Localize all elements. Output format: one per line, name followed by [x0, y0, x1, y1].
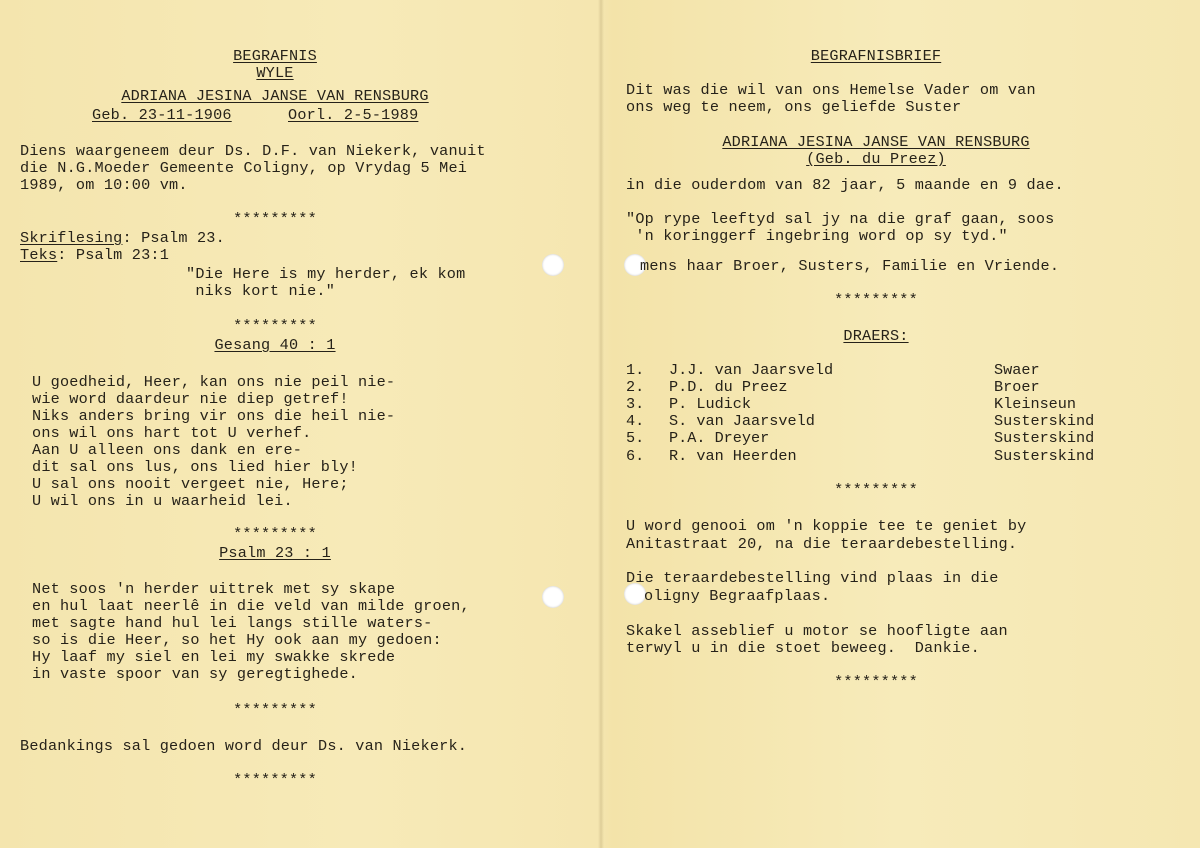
- bearer-number: 6.: [626, 447, 645, 465]
- psalm-line: en hul laat neerlê in die veld van milde groen,: [32, 597, 470, 615]
- bearer-relation: Kleinseun: [994, 395, 1077, 413]
- bearer-name: R. van Heerden: [669, 447, 797, 465]
- separator: *********: [834, 481, 918, 499]
- separator: *********: [834, 673, 918, 691]
- hymn-line: U sal ons nooit vergeet nie, Here;: [32, 475, 349, 493]
- reading-line: [20, 230, 225, 247]
- thanks-line: Bedankings sal gedoen word deur Ds. van Niekerk.: [20, 737, 468, 755]
- reading-value: : Psalm 23.: [122, 229, 225, 247]
- birth-date: Geb. 23-11-1906: [92, 106, 232, 124]
- bearer-number: 3.: [626, 395, 645, 413]
- service-line: Diens waargeneem deur Ds. D.F. van Niekerk, vanuit: [20, 142, 486, 160]
- burial-line: oligny Begraafplaas.: [644, 587, 831, 605]
- bearers-title: DRAERS:: [843, 327, 909, 345]
- quote-line: "Die Here is my herder, ek kom: [186, 265, 466, 283]
- separator: *********: [233, 771, 317, 789]
- hymn-line: U wil ons in u waarheid lei.: [32, 492, 293, 510]
- lights-line: Skakel asseblief u motor se hoofligte aan: [626, 622, 1008, 640]
- verse-line: "Op rype leeftyd sal jy na die graf gaan, soos: [626, 210, 1055, 228]
- intro-line: Dit was die wil van ons Hemelse Vader om van: [626, 81, 1036, 99]
- reading-label: Skriflesing: [20, 229, 123, 247]
- tea-line: Anitastraat 20, na die teraardebestelling.: [626, 535, 1018, 553]
- psalm-line: in vaste spoor van sy geregtighede.: [32, 665, 358, 683]
- service-line: die N.G.Moeder Gemeente Coligny, op Vrydag 5 Mei: [20, 159, 468, 177]
- bearer-relation: Broer: [994, 378, 1040, 396]
- heading-wyle: WYLE: [256, 64, 294, 82]
- bearer-relation: Swaer: [994, 361, 1040, 379]
- bearer-name: J.J. van Jaarsveld: [669, 361, 834, 379]
- family-line: mens haar Broer, Susters, Familie en Vriende.: [640, 257, 1060, 275]
- hymn-title: Gesang 40 : 1: [214, 336, 336, 354]
- bearer-name: P.A. Dreyer: [669, 429, 770, 447]
- deceased-name: ADRIANA JESINA JANSE VAN RENSBURG: [121, 87, 429, 105]
- intro-line: ons weg te neem, ons geliefde Suster: [626, 98, 962, 116]
- deceased-name: ADRIANA JESINA JANSE VAN RENSBURG: [722, 133, 1030, 151]
- psalm-line: so is die Heer, so het Hy ook aan my gedoen:: [32, 631, 442, 649]
- hymn-line: dit sal ons lus, ons lied hier bly!: [32, 458, 358, 476]
- text-value: : Psalm 23:1: [57, 246, 170, 264]
- death-date: Oorl. 2-5-1989: [288, 106, 419, 124]
- letter-heading: BEGRAFNISBRIEF: [810, 47, 942, 65]
- bearer-number: 2.: [626, 378, 645, 396]
- burial-line: Die teraardebestelling vind plaas in die: [626, 569, 999, 587]
- text-label: Teks: [20, 246, 58, 264]
- bearer-relation: Susterskind: [994, 429, 1095, 447]
- age-line: in die ouderdom van 82 jaar, 5 maande en 9 dae.: [626, 176, 1064, 194]
- bearer-number: 5.: [626, 429, 645, 447]
- bearer-number: 1.: [626, 361, 645, 379]
- separator: *********: [233, 701, 317, 719]
- psalm-title: Psalm 23 : 1: [219, 544, 331, 562]
- hymn-line: Niks anders bring vir ons die heil nie-: [32, 407, 396, 425]
- separator: *********: [233, 525, 317, 543]
- bearer-name: S. van Jaarsveld: [669, 412, 815, 430]
- punch-hole: [542, 586, 564, 608]
- hymn-line: Aan U alleen ons dank en ere-: [32, 441, 303, 459]
- bearer-name: P.D. du Preez: [669, 378, 788, 396]
- tea-line: U word genooi om 'n koppie tee te geniet by: [626, 517, 1027, 535]
- service-line: 1989, om 10:00 vm.: [20, 176, 188, 194]
- quote-line: niks kort nie.": [186, 282, 336, 300]
- lights-line: terwyl u in die stoet beweeg. Dankie.: [626, 639, 980, 657]
- psalm-line: Net soos 'n herder uittrek met sy skape: [32, 580, 396, 598]
- psalm-line: met sagte hand hul lei langs stille waters-: [32, 614, 433, 632]
- heading-begrafnis: BEGRAFNIS: [233, 47, 317, 65]
- hymn-line: wie word daardeur nie diep getref!: [32, 390, 349, 408]
- bearer-relation: Susterskind: [994, 412, 1095, 430]
- hymn-line: U goedheid, Heer, kan ons nie peil nie-: [32, 373, 396, 391]
- bearer-number: 4.: [626, 412, 645, 430]
- page-fold: [598, 0, 604, 848]
- separator: *********: [233, 210, 317, 228]
- punch-hole: [542, 254, 564, 276]
- separator: *********: [233, 317, 317, 335]
- separator: *********: [834, 291, 918, 309]
- hymn-line: ons wil ons hart tot U verhef.: [32, 424, 312, 442]
- bearer-relation: Susterskind: [994, 447, 1095, 465]
- maiden-name: (Geb. du Preez): [806, 150, 946, 168]
- psalm-line: Hy laaf my siel en lei my swakke skrede: [32, 648, 396, 666]
- text-line: [20, 247, 169, 264]
- verse-line: 'n koringgerf ingebring word op sy tyd.": [626, 227, 1008, 245]
- bearer-name: P. Ludick: [669, 395, 752, 413]
